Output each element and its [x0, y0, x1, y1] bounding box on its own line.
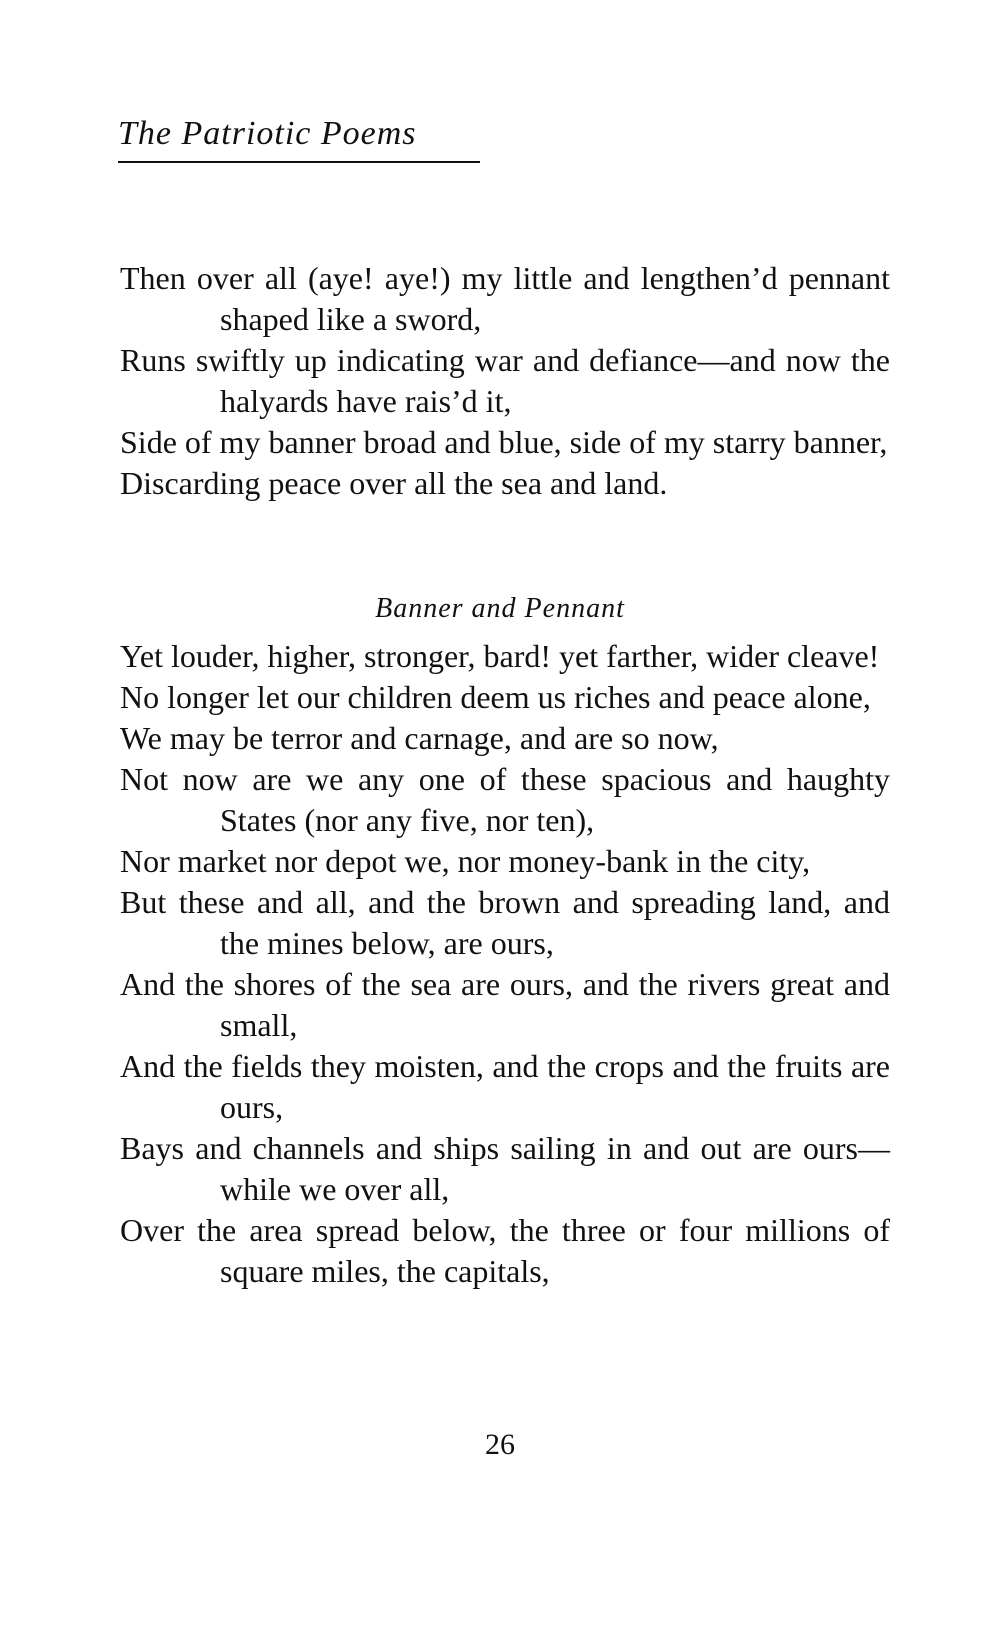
poem-stanza-2 [120, 636, 890, 1292]
poem-stanza-1 [120, 258, 890, 504]
poem-line: Discarding peace over all the sea and land. [120, 465, 668, 501]
poem-line: Over the area spread below, the three or four millions of square miles, the capitals, [120, 1212, 890, 1289]
poem-line: And the shores of the sea are ours, and the rivers great and small, [120, 966, 890, 1043]
poem-line: We may be terror and carnage, and are so now, [120, 720, 719, 756]
poem-line: Then over all (aye! aye!) my little and lengthen’d pennant shaped like a sword, [120, 260, 890, 337]
running-header: The Patriotic Poems [118, 117, 480, 163]
poem-line: Bays and channels and ships sailing in and out are ours—while we over all, [120, 1130, 890, 1207]
poem-line: No longer let our children deem us riches and peace alone, [120, 679, 871, 715]
poem-line: Side of my banner broad and blue, side of my starry banner, [120, 424, 888, 460]
page-number: 26 [485, 1428, 515, 1461]
poem-line: Runs swiftly up indicating war and defiance—and now the halyards have rais’d it, [120, 342, 890, 419]
poem-line: Not now are we any one of these spacious and haughty States (nor any five, nor ten), [120, 761, 890, 838]
poem-line: Nor market nor depot we, nor money-bank in the city, [120, 843, 811, 879]
poem-line: Yet louder, higher, stronger, bard! yet farther, wider cleave! [120, 638, 880, 674]
section-title: Banner and Pennant [375, 593, 625, 624]
poem-line: And the fields they moisten, and the crops and the fruits are ours, [120, 1048, 890, 1125]
poem-line: But these and all, and the brown and spreading land, and the mines below, are ours, [120, 884, 890, 961]
